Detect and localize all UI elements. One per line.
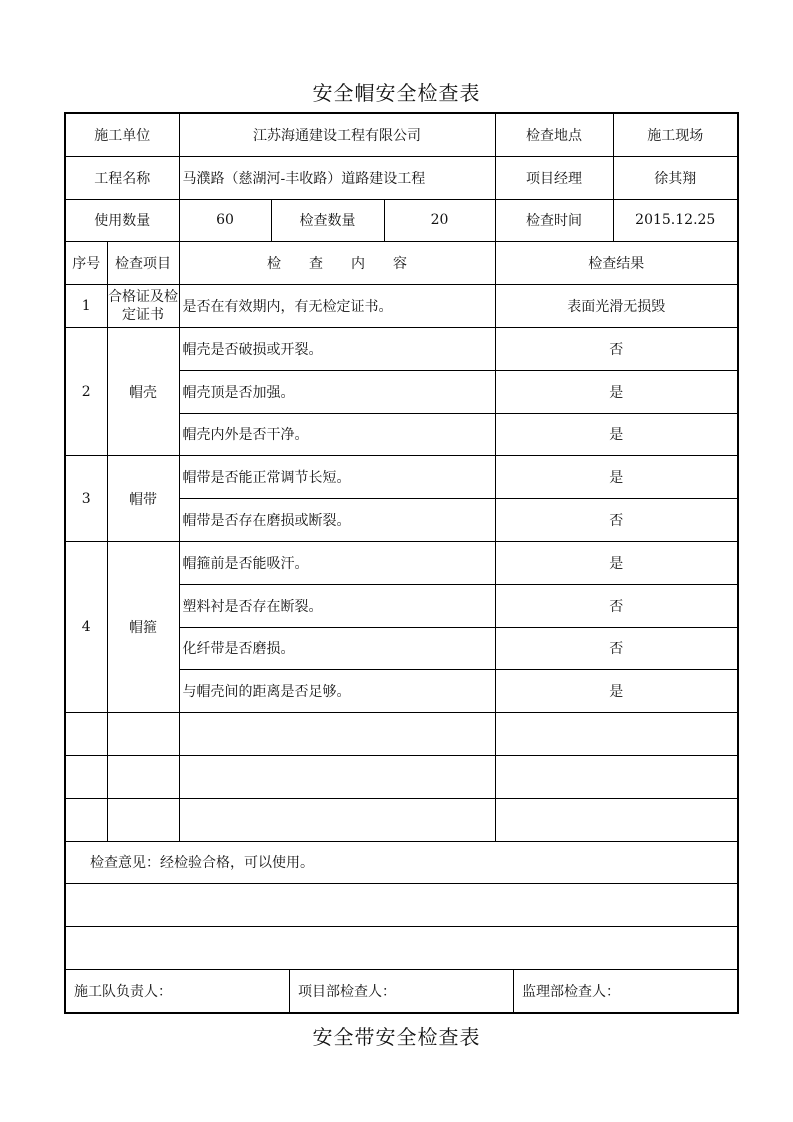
check-result[interactable]: 是 <box>495 370 738 413</box>
col-item: 检查项目 <box>107 242 179 285</box>
opinion-row <box>65 841 738 884</box>
group-item: 帽壳 <box>107 327 179 455</box>
col-content: 检 查 内 容 <box>179 242 495 285</box>
opinion-blank-row <box>65 927 738 970</box>
location-value[interactable]: 施工现场 <box>613 113 738 156</box>
check-content: 帽箍前是否能吸汗。 <box>179 541 495 584</box>
empty-cell[interactable] <box>179 798 495 841</box>
project-value[interactable]: 马濮路（慈湖河-丰收路）道路建设工程 <box>179 156 495 199</box>
empty-cell[interactable] <box>65 798 107 841</box>
empty-row <box>65 713 738 756</box>
empty-cell[interactable] <box>107 798 179 841</box>
group-no: 2 <box>65 327 107 455</box>
group-no: 3 <box>65 456 107 542</box>
check-content: 帽壳顶是否加强。 <box>179 370 495 413</box>
table-row <box>65 456 738 499</box>
checked-qty-label: 检查数量 <box>271 199 384 242</box>
used-qty-value[interactable]: 60 <box>179 199 271 242</box>
check-content: 帽带是否存在磨损或断裂。 <box>179 499 495 542</box>
check-result[interactable]: 否 <box>495 327 738 370</box>
group-item: 帽带 <box>107 456 179 542</box>
empty-row <box>65 755 738 798</box>
empty-cell[interactable] <box>495 798 738 841</box>
check-result[interactable]: 是 <box>495 541 738 584</box>
helmet-inspection-table <box>64 112 739 1014</box>
opinion-blank[interactable] <box>65 927 738 970</box>
check-result[interactable]: 否 <box>495 627 738 670</box>
empty-cell[interactable] <box>65 713 107 756</box>
empty-cell[interactable] <box>107 755 179 798</box>
unit-value[interactable]: 江苏海通建设工程有限公司 <box>179 113 495 156</box>
check-result[interactable]: 表面光滑无损毁 <box>495 285 738 328</box>
check-result[interactable]: 否 <box>495 584 738 627</box>
empty-cell[interactable] <box>179 755 495 798</box>
check-content: 帽带是否能正常调节长短。 <box>179 456 495 499</box>
unit-label: 施工单位 <box>65 113 179 156</box>
check-content: 塑料衬是否存在断裂。 <box>179 584 495 627</box>
check-content: 是否在有效期内，有无检定证书。 <box>179 285 495 328</box>
check-content: 化纤带是否磨损。 <box>179 627 495 670</box>
table-row <box>65 285 738 328</box>
group-item: 合格证及检定证书 <box>107 285 179 328</box>
empty-row <box>65 798 738 841</box>
table-row <box>65 327 738 370</box>
group-item: 帽箍 <box>107 541 179 712</box>
check-result[interactable]: 是 <box>495 456 738 499</box>
check-time-value[interactable]: 2015.12.25 <box>613 199 738 242</box>
header-row-project <box>65 156 738 199</box>
project-inspector-signature[interactable]: 项目部检查人： <box>290 970 514 1012</box>
header-row-unit <box>65 113 738 156</box>
manager-value[interactable]: 徐其翔 <box>613 156 738 199</box>
group-no: 4 <box>65 541 107 712</box>
opinion-blank-row <box>65 884 738 927</box>
check-content: 与帽壳间的距离是否足够。 <box>179 670 495 713</box>
supervisor-inspector-signature[interactable]: 监理部检查人： <box>522 983 620 1000</box>
signature-row <box>65 969 738 1012</box>
checked-qty-value[interactable]: 20 <box>384 199 495 242</box>
column-header-row <box>65 242 738 285</box>
manager-label: 项目经理 <box>495 156 613 199</box>
empty-cell[interactable] <box>495 755 738 798</box>
empty-cell[interactable] <box>65 755 107 798</box>
group-no: 1 <box>65 285 107 328</box>
empty-cell[interactable] <box>179 713 495 756</box>
empty-cell[interactable] <box>495 713 738 756</box>
check-content: 帽壳是否破损或开裂。 <box>179 327 495 370</box>
check-result[interactable]: 否 <box>495 499 738 542</box>
team-leader-signature[interactable]: 施工队负责人： <box>66 970 290 1012</box>
location-label: 检查地点 <box>495 113 613 156</box>
check-result[interactable]: 是 <box>495 670 738 713</box>
next-form-title: 安全带安全检查表 <box>312 1025 481 1049</box>
header-row-quantity <box>65 199 738 242</box>
inspection-opinion[interactable]: 检查意见：经检验合格，可以使用。 <box>65 841 738 884</box>
check-content: 帽壳内外是否干净。 <box>179 413 495 456</box>
col-no: 序号 <box>65 242 107 285</box>
empty-cell[interactable] <box>107 713 179 756</box>
used-qty-label: 使用数量 <box>65 199 179 242</box>
opinion-blank[interactable] <box>65 884 738 927</box>
table-row <box>65 541 738 584</box>
form-title: 安全帽安全检查表 <box>312 81 481 105</box>
col-result: 检查结果 <box>495 242 738 285</box>
check-time-label: 检查时间 <box>495 199 613 242</box>
check-result[interactable]: 是 <box>495 413 738 456</box>
project-label: 工程名称 <box>65 156 179 199</box>
